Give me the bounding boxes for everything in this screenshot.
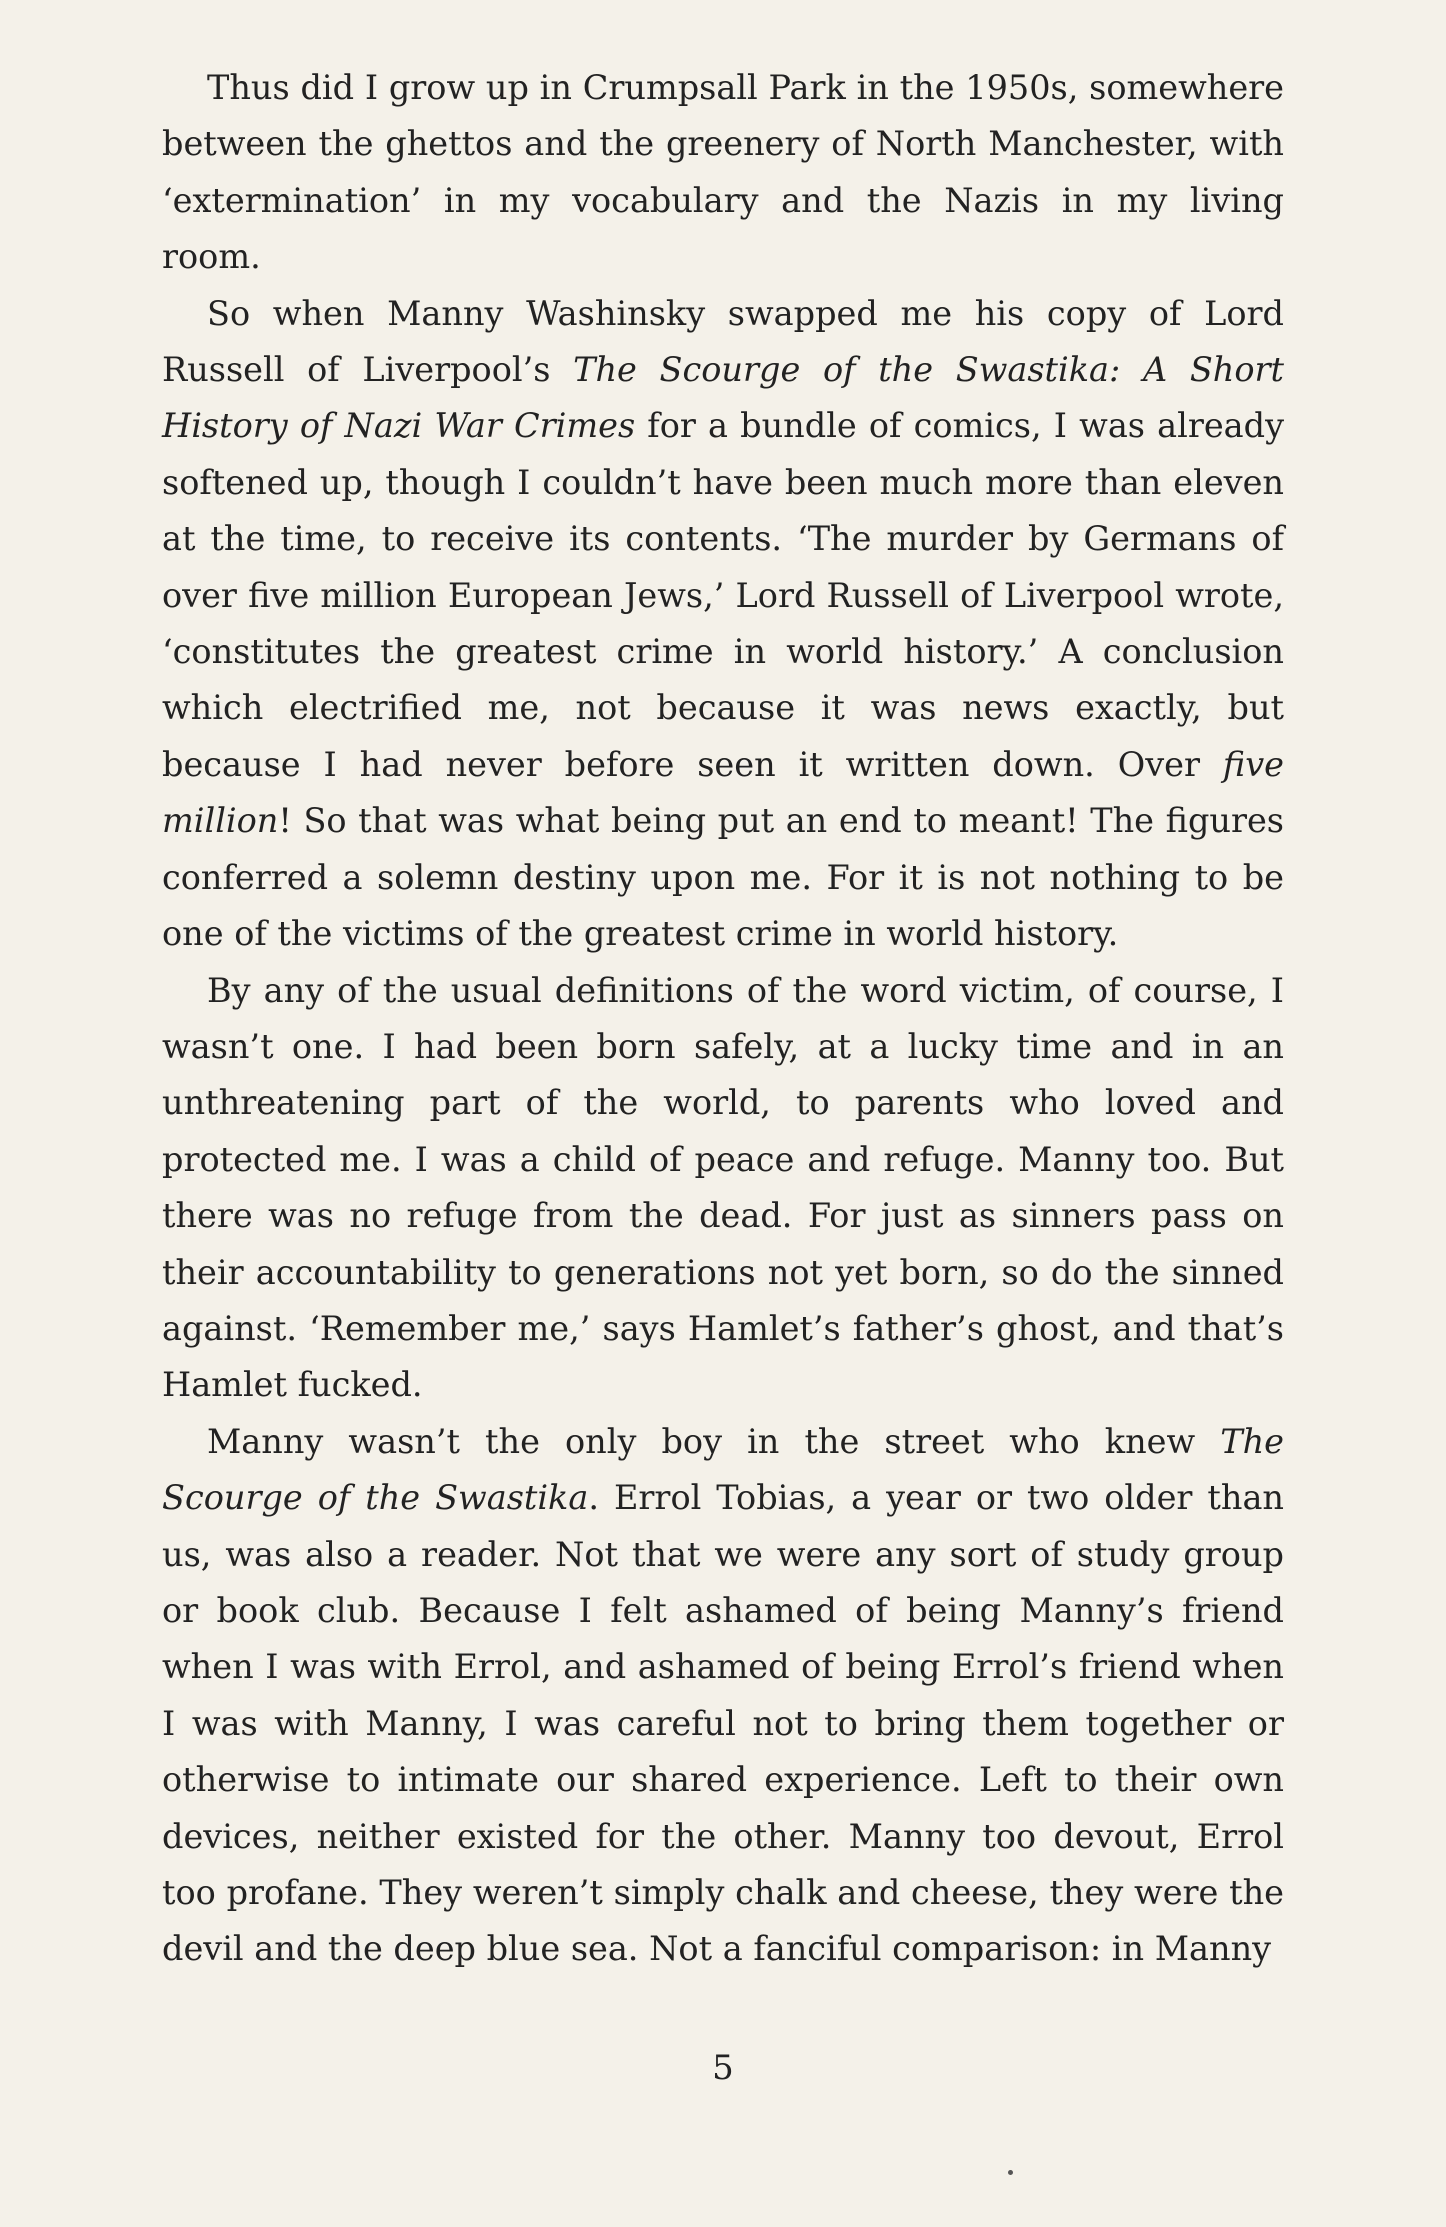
page-number: 5 <box>712 2048 734 2088</box>
text-run: for a bundle of comics, I was already softened up, though I couldn’t have been much more than eleven at the time, to receive its contents. ‘The murder by Germans of over five million European Jews,’ Lord Russell of Liverpool wrote, ‘constitutes the greatest crime in world history.’ A conclusion which electrified me, not because it was news exactly, but because I had never before seen it written down. Over <box>162 406 1284 784</box>
text-run: Thus did I grow up in Crumpsall Park in the 1950s, somewhere between the ghettos and the greenery of North Manchester, with ‘extermination’ in my vocabulary and the Nazis in my living room. <box>162 68 1284 277</box>
italic-title: The Scourge of the Swastika <box>162 1421 1284 1518</box>
text-run: By any of the usual definitions of the word victim, of course, I wasn’t one. I had been born safely, at a lucky time and in an unthreatening part of the world, to parents who loved and protected me. I was a child of peace and refuge. Manny too. But there was no refuge from the dead. For just as sinners pass on their accountability to generations not yet born, so do the sinned against. ‘Remember me,’ says Hamlet’s father’s ghost, and that’s Hamlet fucked. <box>162 970 1284 1405</box>
italic-title: five million <box>162 744 1284 841</box>
text-run: ! So that was what being put an end to meant! The figures conferred a solemn destiny upon me. For it is not nothing to be one of the victims of the greatest crime in world history. <box>162 801 1284 954</box>
body-text <box>162 60 1284 1978</box>
italic-title: The Scourge of the Swastika: A Short History of Nazi War Crimes <box>162 350 1284 446</box>
text-run: Manny wasn’t the only boy in the street who knew <box>207 1421 1221 1461</box>
text-run: So when Manny Washinsky swapped me his copy of Lord Russell of Liverpool’s <box>162 293 1284 390</box>
paragraph <box>162 963 1284 1414</box>
paragraph <box>162 1414 1284 1978</box>
paper-speck <box>1008 2170 1013 2175</box>
text-run: . Errol Tobias, a year or two older than us, was also a reader. Not that we were any sort of study group or book club. Because I felt ashamed of being Manny’s friend when I was with Errol, and ashamed of being Errol’s friend when I was with Manny, I was careful not to bring them together or otherwise to intimate our shared experience. Left to their own devices, neither existed for the other. Manny too devout, Errol too profane. They weren’t simply chalk and cheese, they were the devil and the deep blue sea. Not a fanciful comparison: in Manny <box>162 1478 1284 1969</box>
paragraph <box>162 60 1284 286</box>
paragraph <box>162 286 1284 963</box>
